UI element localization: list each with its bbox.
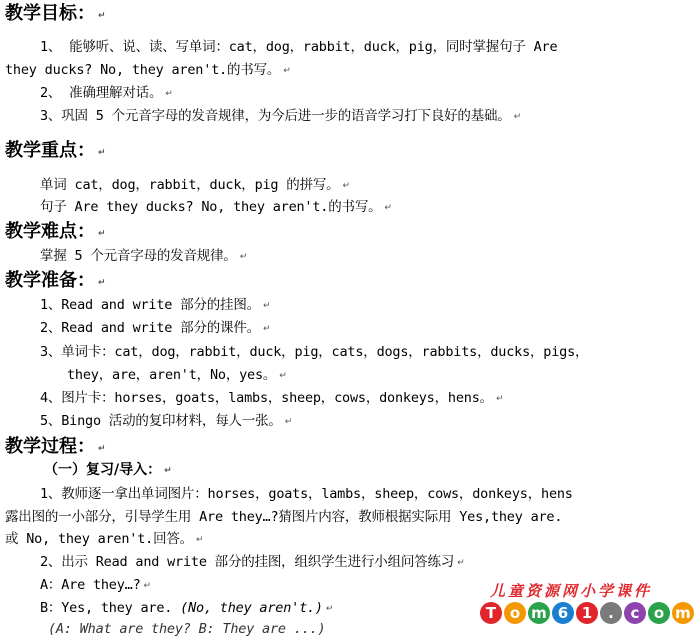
process-subheading: （一）复习/导入： ↵ [44,462,172,478]
heading-objectives: 教学目标： ↵ [5,3,106,24]
watermark-url-char: o [648,602,670,624]
key-point-line-1: 单词 cat，dog，rabbit，duck，pig 的拼写。 ↵ [40,177,350,193]
prep-line-4: 4、图片卡：horses，goats，lambs，sheep，cows，donkeys，hens。 ↵ [40,390,504,406]
process-line-1c: 或 No, they aren't.回答。 ↵ [5,531,204,547]
difficulty-line-1: 掌握 5 个元音字母的发音规律。 ↵ [40,248,248,264]
process-line-2: 2、出示 Read and write 部分的挂图，组织学生进行小组问答练习 ↵ [40,554,465,570]
watermark-logo [468,578,691,629]
prep-line-5: 5、Bingo 活动的复印材料，每人一张。 ↵ [40,413,293,429]
heading-key-points: 教学重点： ↵ [5,140,106,161]
watermark-url [480,602,694,624]
watermark-url-char: m [672,602,694,624]
objective-line-2: 2、 准确理解对话。 ↵ [40,85,173,101]
process-line-1: 1、教师逐一拿出单词图片：horses，goats，lambs，sheep，cows，donkeys，hens [40,486,573,502]
dialog-b-line: B：Yes, they are. (No, they aren't.) ↵ [40,600,334,616]
dialog-a-line: A：Are they…? ↵ [40,577,151,593]
key-point-line-2: 句子 Are they ducks? No, they aren't.的书写。 ↵ [40,199,392,215]
objective-line-3: 3、巩固 5 个元音字母的发音规律，为今后进一步的语音学习打下良好的基础。 ↵ [40,108,521,124]
watermark-url-char: 1 [576,602,598,624]
watermark-url-char: c [624,602,646,624]
watermark-url-char: m [528,602,550,624]
prep-line-1: 1、Read and write 部分的挂图。 ↵ [40,297,271,313]
dialog-cut-line: (A: What are they? B: They are ...) [48,621,326,637]
watermark-url-char: 6 [552,602,574,624]
watermark-url-char: T [480,602,502,624]
heading-preparation: 教学准备： ↵ [5,270,106,291]
watermark-url-char: o [504,602,526,624]
watermark-url-char: . [600,602,622,624]
process-line-1b: 露出图的一小部分，引导学生用 Are they…?猜图片内容，教师根据实际用 Yes,they are. [5,509,563,525]
heading-difficulties: 教学难点： ↵ [5,221,106,242]
dialog-b-alt: (No, they aren't.) [180,600,323,616]
prep-line-3b: they，are，aren't，No，yes。 ↵ [67,367,287,383]
prep-line-2: 2、Read and write 部分的课件。 ↵ [40,320,271,336]
objective-line-1b: they ducks? No, they aren't.的书写。 ↵ [5,62,291,78]
heading-process: 教学过程： ↵ [5,436,106,457]
prep-line-3: 3、单词卡：cat，dog，rabbit，duck，pig，cats，dogs，rabbits，ducks，pigs， [40,344,589,360]
objective-line-1: 1、 能够听、说、读、写单词：cat，dog，rabbit，duck，pig，同时掌握句子 Are [40,39,558,55]
watermark-chinese: 儿童资源网小学课件 [490,582,653,600]
